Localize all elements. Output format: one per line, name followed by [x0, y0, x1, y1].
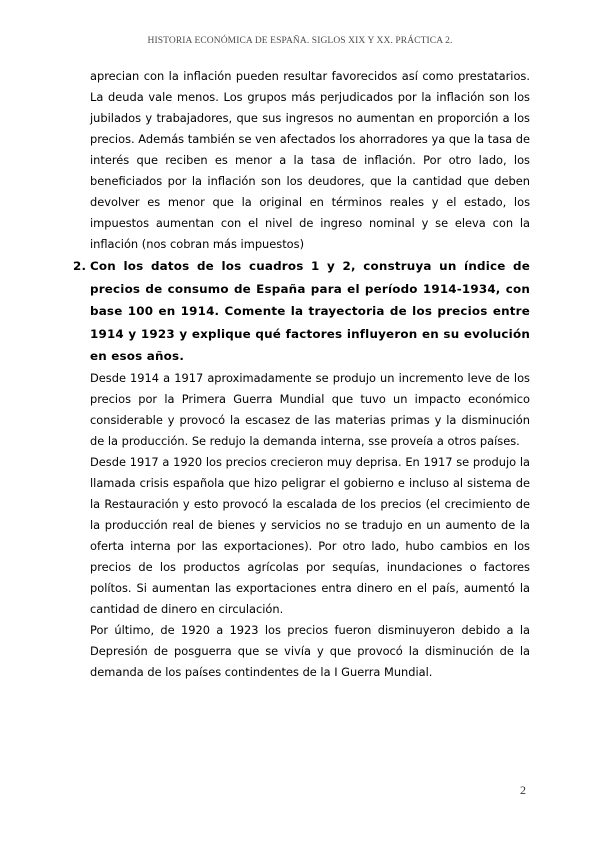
question-item — [73, 255, 530, 368]
question-text: Con los datos de los cuadros 1 y 2, construya un índice de precios de consumo de España para el período 1914-1934, con base 100 en 1914. Comente la trayectoria de los precios entre 1914 y 1923 y explique qué factores influyeron en su evolución en esos años. — [90, 259, 530, 364]
document-body — [73, 66, 530, 683]
intro-paragraph: aprecian con la inflación pueden resultar favorecidos así como prestatarios. La deuda vale menos. Los grupos más perjudicados por la inflación son los jubilados y trabajadores, que sus ingresos no aumentan en proporción a los precios. Además también se ven afectados los ahorradores ya que la tasa de interés que reciben es menor a la tasa de inflación. Por otro lado, los beneficiados por la inflación son los deudores, que la cantidad que deben devolver es menor que la original en términos reales y el estado, los impuestos aumentan con el nivel de ingreso nominal y se eleva con la inflación (nos cobran más impuestos) — [90, 69, 530, 251]
page-number: 2 — [520, 783, 526, 797]
answer-paragraph-1920-1923: Por último, de 1920 a 1923 los precios fueron disminuyeron debido a la Depresión de posguerra que se vivía y que provocó la disminución de la demanda de los países contindentes de la I Guerra Mundial. — [90, 622, 530, 679]
answer-paragraph-1917-1920: Desde 1917 a 1920 los precios crecieron muy deprisa. En 1917 se produjo la llamada crisis española que hizo peligrar el gobierno e incluso al sistema de la Restauración y esto provocó la escalada de los precios (el crecimiento de la producción real de bienes y servicios no se tradujo en un aumento de la oferta interna por las exportaciones). Por otro lado, hubo cambios en los precios de los productos agrícolas por sequías, inundaciones o factores polítos. Si aumentan las exportaciones entra dinero en el país, aumentó la cantidad de dinero en circulación. — [90, 454, 530, 616]
question-number: 2. — [73, 259, 87, 273]
answer-paragraph-1914-1917: Desde 1914 a 1917 aproximadamente se produjo un incremento leve de los precios por la Primera Guerra Mundial que tuvo un impacto económico considerable y provocó la escasez de las materias primas y la disminución de la producción. Se redujo la demanda interna, sse proveía a otros países. — [90, 370, 530, 448]
page-header: HISTORIA ECONÓMICA DE ESPAÑA. SIGLOS XIX Y XX. PRÁCTICA 2. — [147, 36, 453, 46]
